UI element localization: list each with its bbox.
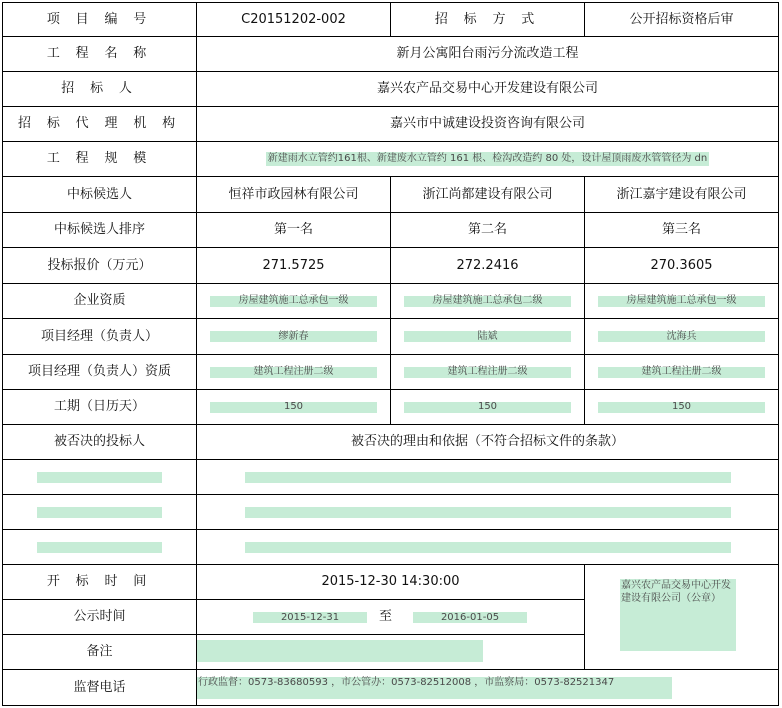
candidate-1-qual-cell <box>197 284 391 319</box>
phone-label: 监督电话 <box>2 670 197 706</box>
scale-value: 新建雨水立管约161根、新建废水立管约 161 根、检沟改造约 80 处，设计屋顶雨废水管管径为 dn <box>267 153 708 164</box>
agent-label: 招 标 代 理 机 构 <box>2 107 197 142</box>
publicity-cell <box>197 600 585 635</box>
candidate-2-price: 272.2416 <box>391 248 585 284</box>
scale-label: 工 程 规 模 <box>2 142 197 177</box>
manager-label: 项目经理（负责人） <box>2 319 197 355</box>
candidate-3-manager-qual: 建筑工程注册二级 <box>598 367 765 378</box>
candidate-2-manager-cell <box>391 319 585 355</box>
candidate-1-rank: 第一名 <box>197 213 391 248</box>
candidate-3-name: 浙江嘉宇建设有限公司 <box>585 177 779 213</box>
agent-value: 嘉兴市中诚建设投资咨询有限公司 <box>197 107 779 142</box>
period-label: 工期（日历天） <box>2 390 197 425</box>
bid-method-label: 招 标 方 式 <box>391 2 585 37</box>
qual-label: 企业资质 <box>2 284 197 319</box>
scale-cell <box>197 142 779 177</box>
publicity-start: 2015-12-31 <box>253 612 367 623</box>
candidate-2-name: 浙江尚都建设有限公司 <box>391 177 585 213</box>
candidate-1-name: 恒祥市政园林有限公司 <box>197 177 391 213</box>
stamp-cell <box>585 565 779 670</box>
remark-label: 备注 <box>2 635 197 670</box>
remark-cell <box>197 635 585 670</box>
candidate-3-period: 150 <box>598 402 765 413</box>
candidate-1-manager-qual-cell <box>197 355 391 390</box>
rejected-bidder-1-bar <box>37 472 162 483</box>
rejected-bidder-2-bar <box>37 507 162 518</box>
phone-cell <box>197 670 779 706</box>
opening-label: 开 标 时 间 <box>2 565 197 600</box>
rejected-reason-1 <box>197 460 779 495</box>
candidate-3-qual: 房屋建筑施工总承包一级 <box>598 296 765 307</box>
candidate-3-manager-cell <box>585 319 779 355</box>
project-name-label: 工 程 名 称 <box>2 37 197 72</box>
project-no-label: 项 目 编 号 <box>2 2 197 37</box>
rejected-reason-1-bar <box>245 472 731 483</box>
publicity-label: 公示时间 <box>2 600 197 635</box>
candidate-2-manager-qual-cell <box>391 355 585 390</box>
rejected-reason-3 <box>197 530 779 565</box>
candidate-2-manager: 陆斌 <box>404 331 571 342</box>
tenderer-value: 嘉兴农产品交易中心开发建设有限公司 <box>197 72 779 107</box>
stamp-text: 嘉兴农产品交易中心开发建设有限公司（公章） <box>620 579 736 651</box>
candidates-label: 中标候选人 <box>2 177 197 213</box>
rejected-bidder-2 <box>2 495 197 530</box>
rejected-label: 被否决的投标人 <box>2 425 197 460</box>
rejected-reason-2-bar <box>245 507 731 518</box>
candidate-1-qual: 房屋建筑施工总承包一级 <box>210 296 377 307</box>
candidate-1-period: 150 <box>210 402 377 413</box>
candidate-2-qual-cell <box>391 284 585 319</box>
candidate-3-price: 270.3605 <box>585 248 779 284</box>
project-name-value: 新月公寓阳台雨污分流改造工程 <box>197 37 779 72</box>
candidate-3-qual-cell <box>585 284 779 319</box>
candidate-3-manager-qual-cell <box>585 355 779 390</box>
candidate-3-period-cell <box>585 390 779 425</box>
candidate-2-manager-qual: 建筑工程注册二级 <box>404 367 571 378</box>
candidate-1-price: 271.5725 <box>197 248 391 284</box>
price-label: 投标报价（万元） <box>2 248 197 284</box>
candidate-1-period-cell <box>197 390 391 425</box>
candidate-2-period: 150 <box>404 402 571 413</box>
phone-value: 行政监督：0573-83680593 ，市公管办：0573-82512008 ，市监察局：0573-82521347 <box>197 677 672 699</box>
rejected-bidder-3-bar <box>37 542 162 553</box>
rank-label: 中标候选人排序 <box>2 213 197 248</box>
candidate-1-manager-qual: 建筑工程注册二级 <box>210 367 377 378</box>
opening-time: 2015-12-30 14:30:00 <box>197 565 585 600</box>
bid-method-value: 公开招标资格后审 <box>585 2 779 37</box>
rejected-reason-2 <box>197 495 779 530</box>
candidate-3-manager: 沈海兵 <box>598 331 765 342</box>
rejected-bidder-3 <box>2 530 197 565</box>
candidate-1-manager-cell <box>197 319 391 355</box>
manager-qual-label: 项目经理（负责人）资质 <box>2 355 197 390</box>
rejected-bidder-1 <box>2 460 197 495</box>
candidate-3-rank: 第三名 <box>585 213 779 248</box>
candidate-2-rank: 第二名 <box>391 213 585 248</box>
publicity-end: 2016-01-05 <box>413 612 527 623</box>
publicity-to: 至 <box>379 609 393 624</box>
tenderer-label: 招 标 人 <box>2 72 197 107</box>
rejected-reason-label: 被否决的理由和依据（不符合招标文件的条款） <box>197 425 779 460</box>
project-no-value: C20151202-002 <box>197 2 391 37</box>
remark-value <box>197 640 483 662</box>
rejected-reason-3-bar <box>245 542 731 553</box>
candidate-2-qual: 房屋建筑施工总承包二级 <box>404 296 571 307</box>
candidate-2-period-cell <box>391 390 585 425</box>
candidate-1-manager: 缪新春 <box>210 331 377 342</box>
